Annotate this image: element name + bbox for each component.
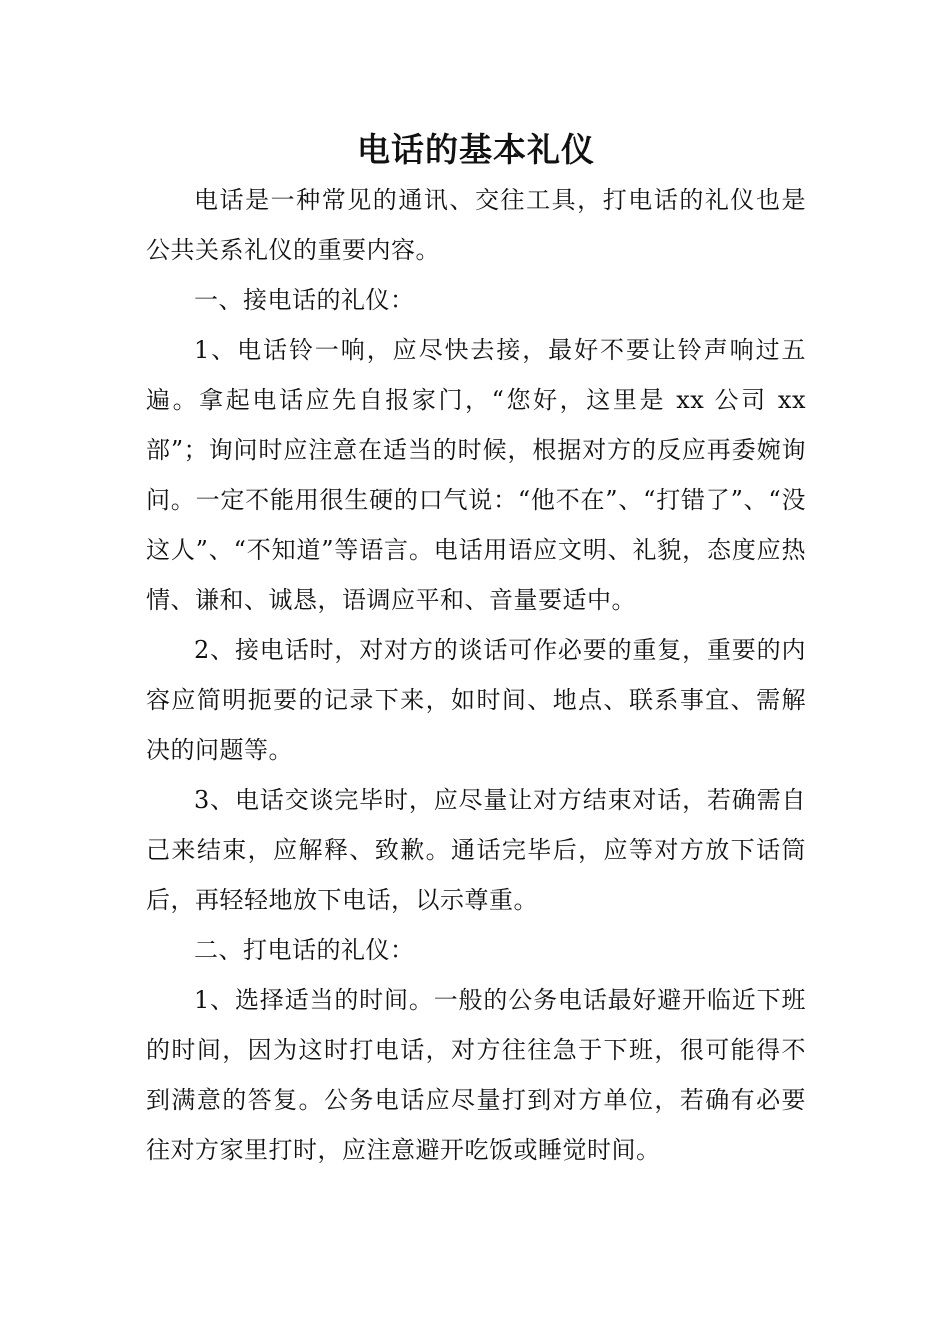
paragraph-answering-2: 2、接电话时，对对方的谈话可作必要的重复，重要的内容应简明扼要的记录下来，如时间、地点、联系事宜、需解决的问题等。 (146, 636, 806, 764)
document-title: 电话的基本礼仪 (357, 130, 595, 169)
section-heading-calling: 二、打电话的礼仪： (194, 936, 415, 964)
paragraph-answering-3: 3、电话交谈完毕时，应尽量让对方结束对话，若确需自己来结束，应解释、致歉。通话完毕后，应等对方放下话筒后，再轻轻地放下电话，以示尊重。 (146, 786, 806, 914)
section-heading-answering: 一、接电话的礼仪： (194, 286, 415, 314)
paragraph-calling-1: 1、选择适当的时间。一般的公务电话最好避开临近下班的时间，因为这时打电话，对方往往急于下班，很可能得不到满意的答复。公务电话应尽量打到对方单位，若确有必要往对方家里打时，应注意避开吃饭或睡觉时间。 (146, 986, 806, 1164)
paragraph-intro: 电话是一种常见的通讯、交往工具，打电话的礼仪也是公共关系礼仪的重要内容。 (146, 186, 806, 264)
paragraph-answering-1: 1、电话铃一响，应尽快去接，最好不要让铃声响过五遍。拿起电话应先自报家门，“您好，这里是 xx 公司 xx 部”；询问时应注意在适当的时候，根据对方的反应再委婉询问。一定不能用很生硬的口气说：“他不在”、“打错了”、“没这人”、“不知道”等语言。电话用语应文明、礼貌，态度应热情、谦和、诚恳，语调应平和、音量要适中。 (146, 336, 806, 614)
document-page (146, 125, 806, 1175)
